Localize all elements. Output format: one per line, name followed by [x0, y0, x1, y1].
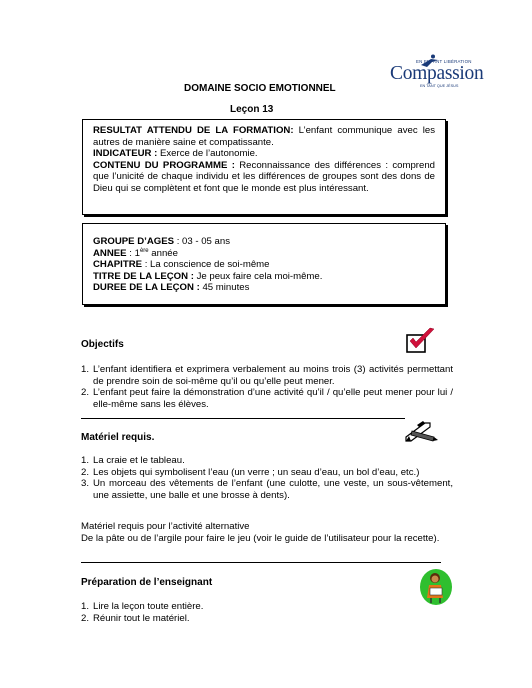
pencil-crayon-icon: [403, 419, 439, 443]
year-text-post: année: [148, 247, 178, 259]
domain-title: DOMAINE SOCIO EMOTIONNEL: [184, 83, 336, 94]
indicator-text: Exerce de l’autonomie.: [157, 148, 258, 159]
title-text: Je peux faire cela moi-même.: [193, 270, 323, 282]
logo-wordmark: Compassion: [390, 63, 484, 84]
preparation-list: [81, 601, 453, 624]
materials-list: [81, 455, 453, 501]
duration-text: 45 minutes: [199, 282, 250, 293]
chapter-line: [93, 259, 435, 271]
list-item: 3. Un morceau des vêtements de l’enfant (une culotte, une veste, un sous-vêtement, une assiette, une balle et une brosse à dents).: [81, 478, 453, 501]
list-item: 2. L’enfant peut faire la démonstration d’une activité qu’il / qu’elle peut mener pour lui / elle-même sans les élèves.: [81, 387, 453, 410]
indicator-paragraph: [93, 148, 435, 160]
year-sup: ère: [139, 247, 149, 254]
preparation-heading: Préparation de l’enseignant: [81, 577, 213, 588]
age-text: : 03 - 05 ans: [174, 236, 231, 247]
age-label: GROUPE D’AGES: [93, 236, 175, 247]
content-label: CONTENU DU PROGRAMME :: [93, 159, 235, 171]
lesson-info-box: [82, 223, 446, 305]
year-label: ANNEE: [93, 247, 127, 259]
compassion-logo: [384, 54, 484, 94]
chapter-text: : La conscience de soi-même: [142, 259, 270, 270]
alt-materials-text: De la pâte ou de l’argile pour faire le jeu (voir le guide de l’utilisateur pour la recette).: [81, 533, 440, 544]
section-divider: [81, 418, 405, 419]
lesson-title-line: [93, 271, 435, 283]
section-divider: [81, 562, 441, 563]
year-text-pre: : 1: [126, 247, 140, 259]
year-line: [93, 248, 435, 260]
content-paragraph: [93, 160, 435, 195]
duration-line: [93, 282, 435, 294]
objectives-heading: Objectifs: [81, 339, 124, 350]
lesson-title: Leçon 13: [230, 104, 274, 115]
alt-materials-heading: Matériel requis pour l’activité alternative: [81, 521, 250, 532]
learning-outcome-box: [82, 119, 446, 215]
list-item: 1. L’enfant identifiera et exprimera verbalement au moins trois (3) activités permettant de prendre soin de soi-même qu’il ou qu’elle peut mener.: [81, 364, 453, 387]
checkbox-check-icon: [405, 327, 437, 355]
objectives-list: [81, 364, 453, 410]
list-item: 1. Lire la leçon toute entière.: [81, 601, 204, 612]
logo-subtitle: EN ENFANT LIBÉRATION: [416, 59, 472, 64]
list-item: 2. Réunir tout le matériel.: [81, 612, 190, 624]
result-text: L’enfant communique avec les autres de manière saine et compatissante.: [93, 125, 435, 148]
chapter-label: CHAPITRE: [93, 259, 143, 270]
result-paragraph: [93, 125, 435, 148]
list-item: 1. La craie et le tableau.: [81, 455, 185, 466]
content-text: Reconnaissance des différences : comprend que l’unicité de chaque individu et les différences de groupes sont des dons de Dieu qui se complètent et font que le monde est plus intéressant.: [93, 159, 435, 194]
list-item: 2. Les objets qui symbolisent l’eau (un verre ; un seau d’eau, un bol d’eau, etc.): [81, 466, 420, 478]
result-label: RESULTAT ATTENDU DE LA FORMATION:: [93, 125, 294, 136]
indicator-label: INDICATEUR :: [93, 148, 158, 159]
title-label: TITRE DE LA LEÇON :: [93, 270, 194, 282]
age-group-line: [93, 236, 435, 248]
materials-heading: Matériel requis.: [81, 432, 155, 443]
duration-label: DUREE DE LA LEÇON :: [93, 282, 200, 293]
logo-tagline: EN TANT QUE JÉSUS: [420, 84, 459, 88]
